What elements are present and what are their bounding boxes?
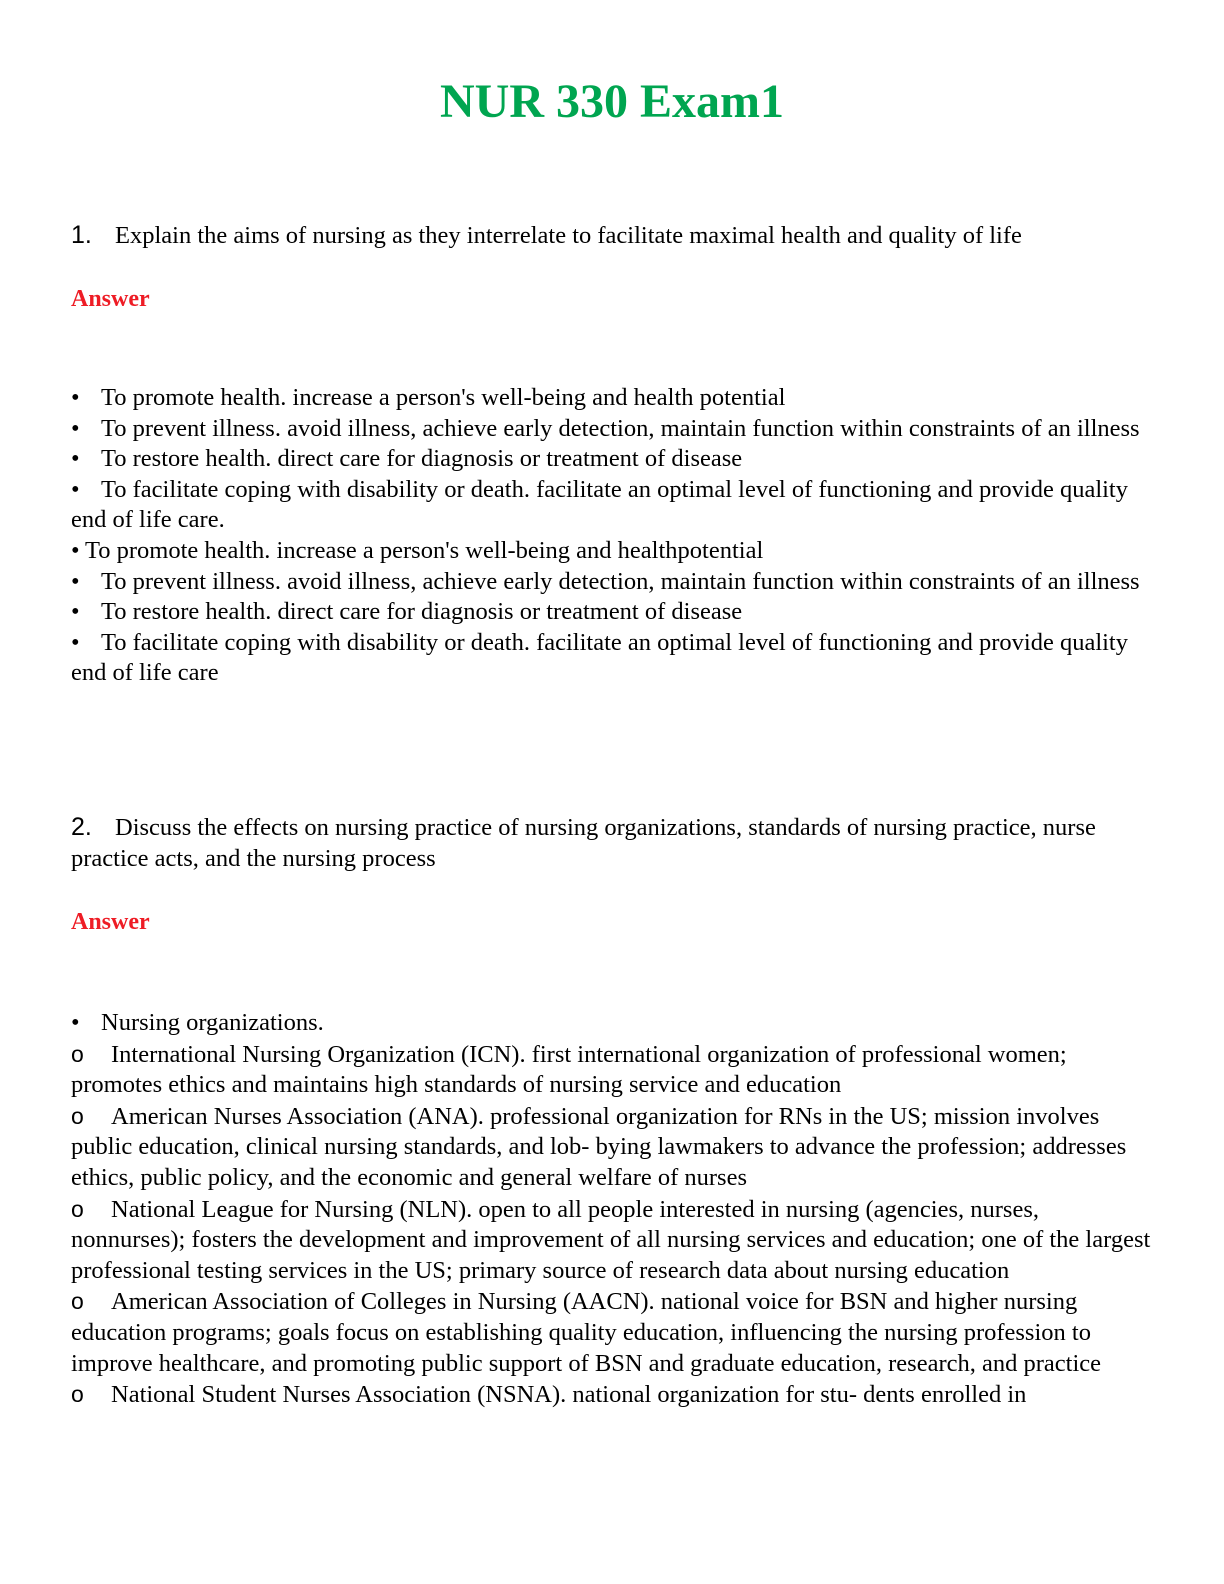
answer-2-sub-item-text: National League for Nursing (NLN). open to all people interested in nursing (agencies, nurses, nonnurses); fosters the development and improvement of all nursing services and education; one of the largest professional testing services in the US; primary source of research data about nursing education — [71, 1195, 1151, 1284]
bullet-symbol: • — [71, 475, 80, 503]
bullet-symbol: • — [71, 1009, 80, 1036]
answer-1-item-text: To restore health. direct care for diagnosis or treatment of disease — [101, 445, 743, 473]
answer-1-item-text: To promote health. increase a person's well-being and health potential — [101, 384, 786, 411]
question-2-answer-label: Answer — [71, 909, 150, 935]
bullet-symbol: • — [71, 536, 80, 564]
answer-1-item — [71, 628, 1151, 689]
bullet-symbol: • — [71, 384, 80, 411]
answer-1-item-text: To facilitate coping with disability or death. facilitate an optimal level of functioning and provide quality end of life care — [71, 628, 1128, 687]
answer-2-sub-item — [71, 1039, 1151, 1101]
answer-1-item — [71, 567, 1151, 598]
bullet-symbol: • — [71, 414, 80, 442]
answer-2-heading-item — [71, 1008, 1151, 1039]
answer-1-item — [71, 383, 1151, 414]
question-2-text: Discuss the effects on nursing practice of nursing organizations, standards of nursing practice, nurse practice acts, and the nursing process — [71, 814, 1096, 872]
question-1-answer-label: Answer — [71, 286, 150, 312]
answer-2-heading-text: Nursing organizations. — [101, 1009, 324, 1036]
question-1 — [71, 220, 1151, 251]
answer-1-item — [71, 536, 1151, 567]
bullet-symbol: • — [71, 628, 80, 656]
answer-1-item — [71, 597, 1151, 628]
question-2 — [71, 812, 1151, 874]
question-2-number: 2. — [71, 813, 92, 841]
answer-2-sub-item-text: American Association of Colleges in Nursing (AACN). national voice for BSN and higher nursing education programs; goals focus on establishing quality education, influencing the nursing profession to improve healthcare, and promoting public support of BSN and graduate education, research, and practice — [71, 1288, 1101, 1377]
answer-1-item — [71, 414, 1151, 445]
answer-2-sub-item-text: American Nurses Association (ANA). professional organization for RNs in the US; mission involves public education, clinical nursing standards, and lob- bying lawmakers to advance the profession; addresses ethics, public policy, and the economic and general welfare of nurses — [71, 1102, 1127, 1191]
answer-2-sub-item — [71, 1379, 1151, 1411]
bullet-symbol: • — [71, 445, 80, 473]
answer-2-sub-item-text: National Student Nurses Association (NSNA). national organization for stu- dents enrolled in — [111, 1381, 1027, 1409]
answer-1-item — [71, 444, 1151, 475]
answer-1-item-text: To prevent illness. avoid illness, achieve early detection, maintain function within constraints of an illness — [101, 567, 1140, 595]
answer-1-item-text: To prevent illness. avoid illness, achieve early detection, maintain function within constraints of an illness — [101, 414, 1140, 442]
question-2-answer — [71, 1008, 1151, 1411]
answer-2-sub-item-text: International Nursing Organization (ICN). first international organization of professional women; promotes ethics and maintains high standards of nursing service and education — [71, 1040, 1067, 1099]
answer-2-sub-item — [71, 1101, 1151, 1194]
sub-bullet-symbol: o — [71, 1288, 84, 1315]
answer-2-sub-item — [71, 1194, 1151, 1287]
sub-bullet-symbol: o — [71, 1040, 84, 1067]
answer-1-item-text: To promote health. increase a person's well-being and healthpotential — [85, 536, 764, 564]
sub-bullet-symbol: o — [71, 1102, 84, 1129]
question-1-answer — [71, 383, 1151, 689]
bullet-symbol: • — [71, 598, 80, 626]
document-title: NUR 330 Exam1 — [440, 75, 784, 128]
bullet-symbol: • — [71, 567, 80, 595]
answer-1-item-text: To restore health. direct care for diagnosis or treatment of disease — [101, 598, 743, 626]
answer-1-item-text: To facilitate coping with disability or death. facilitate an optimal level of functioning and provide quality end of life care. — [71, 475, 1128, 534]
sub-bullet-symbol: o — [71, 1381, 84, 1408]
answer-2-sub-item — [71, 1286, 1151, 1379]
answer-1-item — [71, 475, 1151, 536]
question-1-number: 1. — [71, 221, 92, 249]
sub-bullet-symbol: o — [71, 1195, 84, 1222]
question-1-text: Explain the aims of nursing as they interrelate to facilitate maximal health and quality of life — [115, 222, 1022, 249]
